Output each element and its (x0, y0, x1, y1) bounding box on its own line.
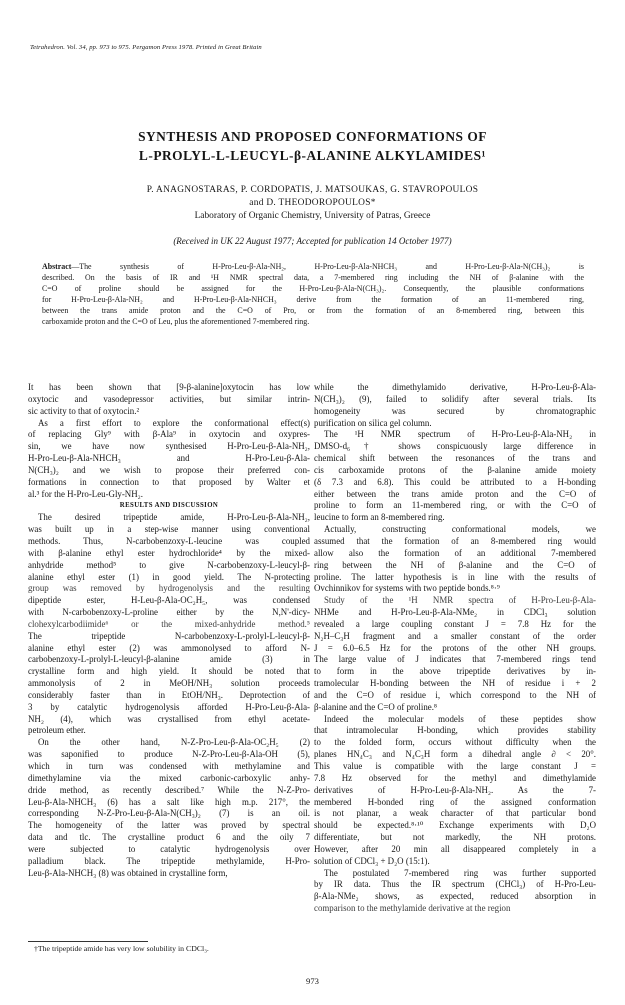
body-text-line: carbobenzoxy-L-prolyl-L-leucyl-β-alanine amide (3) in (28, 654, 310, 665)
body-text-line: which in turn was condensed with methylamine and (28, 761, 310, 771)
body-text-line: data and tlc. The crystalline product 6 and the oily 7 (28, 832, 310, 843)
body-text-line: revealed a large coupling constant J = 7.8 Hz for the (314, 618, 596, 629)
body-text-line: membered H-bonded ring of the assigned conformation (314, 796, 596, 807)
abstract-line: C=O of proline should be assigned for the H-Pro-Leu-β-Ala-N(CH₃)₂. Consequently, the plausible conformations (42, 284, 584, 294)
body-text-line: The homogeneity of the latter was proved by spectral (28, 820, 310, 831)
journal-citation: Tetrahedron. Vol. 34, pp. 973 to 975. Pergamon Press 1978. Printed in Great Britain (30, 44, 262, 51)
body-text-line: cis carboxamide protons of the β-alanine amide moiety (314, 464, 596, 475)
received-dates: (Received in UK 22 August 1977; Accepted for publication 14 October 1977) (173, 236, 452, 246)
body-text-line: dimethylamine via the mixed carbonic-carboxylic anhy- (28, 772, 310, 783)
body-text-line: 3 by catalytic hydrogenolysis afforded H-Pro-Leu-β-Ala- (28, 701, 310, 712)
body-text-line: (δ 7.3 and 6.8). This could be attributed to a H-bonding (314, 476, 596, 487)
body-text-line: As a first effort to explore the conformational effect(s) (38, 417, 310, 428)
body-text-line: to form in the above tripeptide derivatives by in- (314, 666, 596, 677)
body-text-line: Indeed the molecular models of these peptides show (324, 713, 596, 724)
abstract-text: —The synthesis of H-Pro-Leu-β-Ala-NH₂, H-Pro-Leu-β-Ala-NHCH₃ and H-Pro-Leu-β-Ala-N(CH₃)₂ is (71, 262, 584, 271)
body-text-line: was built up in a step-wise manner using conventional (28, 524, 310, 535)
body-text-line: chemical shift between the resonances of the trans and (314, 453, 596, 464)
body-text-line: of replacing Gly⁹ with β-Ala⁹ in oxytocin and oxypres- (28, 429, 310, 440)
abstract-line: described. On the basis of IR and ¹H NMR spectral data, a 7-membered ring including the NH of β-alanine with the (42, 273, 584, 283)
body-text-line: oxytocic and vasodepressor activities, but similar intrin- (28, 393, 310, 404)
body-text-line: N(CH₃)₂ (9), failed to solidify after several trials. Its (314, 393, 596, 404)
body-text-line: group was removed by hydrogenolysis and the resulting (28, 583, 310, 594)
body-text-line: comparison to the methylamide derivative at the region (314, 903, 511, 914)
body-text-line: solution of CDCl₃ + D₂O (15:1). (314, 855, 430, 866)
body-text-line: Ovchinnikov for systems with two peptide bonds.⁸·⁹ (314, 583, 500, 594)
body-text-line: dride method, as recently described.⁷ While the N-Z-Pro- (28, 784, 310, 795)
body-text-line: crystalline form and high yield. It should be noted that (28, 666, 310, 677)
body-text-line: clohexylcarbodiimide⁶ or the mixed-anhydride method.⁵ (28, 618, 310, 629)
abstract-line: between the trans amide proton and the C=O of Pro, or from the formation of an 8-membered ring, between this (42, 306, 584, 316)
abstract (42, 261, 584, 328)
body-text-line: derivatives of H-Pro-Leu-β-Ala-NH₂. As the 7- (314, 784, 596, 795)
body-text-line: NH₂ (4), which was crystallised from ethyl acetate- (28, 713, 310, 724)
body-text-line: The postulated 7-membered ring was further supported (324, 867, 596, 878)
body-text-line: is not planar, a weak character of that particular bond (314, 808, 596, 819)
body-text-line: either between the trans amide proton and the C=O of (314, 488, 596, 499)
left-column (28, 382, 310, 879)
body-text-line: N(CH₃)₂ and we wish to propose their preferred con- (28, 464, 310, 475)
body-text-line: that intramolecular H-bonding, which provides stability (314, 725, 596, 736)
body-text-line: considerably faster than in EtOH/NH₃. Deprotection of (28, 689, 310, 700)
body-text-line: alanine ethyl ester (2) was ammonolysed to afford N- (28, 642, 310, 653)
body-text-line: Study of the ¹H NMR spectra of H-Pro-Leu-β-Ala- (324, 595, 596, 606)
article-title-line-1: SYNTHESIS AND PROPOSED CONFORMATIONS OF (138, 129, 487, 144)
body-text-line: This value is compatible with the large constant J = (314, 761, 596, 771)
body-text-line: ammonolysis of 2 in MeOH/NH₃ solution proceeds (28, 678, 310, 689)
body-text-line: anhydride method⁵ to give N-carbobenzoxy-L-leucyl-β- (28, 559, 310, 570)
body-text-line: sin, we have now synthesised H-Pro-Leu-β-Ala-NH₂, (28, 441, 310, 452)
abstract-label: Abstract (42, 262, 72, 271)
affiliation: Laboratory of Organic Chemistry, University of Patras, Greece (194, 211, 431, 221)
body-text-line: palladium black. The tripeptide methylamide, H-Pro- (28, 855, 310, 866)
body-text-line: formations in connection to that proposed by Walter et (28, 476, 310, 487)
footnote-divider (28, 941, 148, 942)
body-text-line: N₂H–C₃H fragment and a smaller constant of the order (314, 630, 596, 641)
body-text-line: However, after 20 min all disappeared completely in a (314, 843, 596, 854)
page-number: 973 (306, 976, 319, 986)
body-text-line: methods. Thus, N-carbobenzoxy-L-leucine was coupled (28, 535, 310, 546)
body-text-line: while the dimethylamido derivative, H-Pro-Leu-β-Ala- (314, 382, 596, 392)
authors-line-1: P. ANAGNOSTARAS, P. CORDOPATIS, J. MATSOUKAS, G. STAVROPOULOS (146, 185, 479, 195)
body-text-line: The desired tripeptide amide, H-Pro-Leu-β-Ala-NH₂, (38, 512, 310, 523)
body-text-line: dipeptide ester, H-Leu-β-Ala-OC₂H₅, was condensed (28, 595, 310, 606)
body-text-line: homogeneity was secured by chromatographic (314, 405, 596, 416)
body-text-line: The tripeptide N-carbobenzoxy-L-prolyl-L-leucyl-β- (28, 630, 310, 641)
body-text-line: corresponding N-Z-Pro-Leu-β-Ala-N(CH₃)₂ (7) is an oil. (28, 808, 310, 819)
body-text-line: The large value of J indicates that 7-membered rings tend (314, 654, 596, 665)
body-text-line: was saponified to produce N-Z-Pro-Leu-β-Ala-OH (5), (28, 749, 310, 760)
body-text-line: J = 6.0–6.5 Hz for the protons of the other NH groups. (314, 642, 596, 653)
body-text-line: leucine to form an 8-membered ring. (314, 512, 445, 523)
section-heading: RESULTS AND DISCUSSION (119, 502, 219, 510)
body-text-line: were subjected to catalytic hydrogenolysis over (28, 843, 310, 854)
authors-line-2: and D. THEODOROPOULOS* (249, 198, 376, 208)
body-text-line: tramolecular H-bonding between the NH of residue i + 2 (314, 678, 596, 689)
body-text-line: 7.8 Hz observed for the methyl and dimethylamide (314, 772, 596, 783)
body-text-line: H-Pro-Leu-β-Ala-NHCH₃ and H-Pro-Leu-β-Ala- (28, 453, 310, 464)
body-text-line: Leu-β-Ala-NHCH₃ (6) has a salt like high m.p. 217°, the (28, 796, 310, 807)
body-text-line: proline to form an 11-membered ring, or with the C=O of (314, 500, 596, 511)
body-text-line: should be expected.⁸·¹⁰ Exchange experiments with D₂O (314, 820, 596, 831)
body-text-line: Leu-β-Ala-NHCH₃ (8) was obtained in crystalline form, (28, 867, 228, 878)
body-text-line: DMSO-d₆† shows conspicuously large difference in (314, 441, 596, 452)
body-text-line: proline. The latter hypothesis is in line with the results of (314, 571, 596, 582)
body-text-line: β-alanine and the C=O of proline.⁸ (314, 701, 438, 712)
body-text-line: sic activity to that of oxytocin.² (28, 405, 140, 416)
body-text-line: On the other hand, N-Z-Pro-Leu-β-Ala-OC₂H₅ (2) (38, 737, 310, 748)
body-text-line: It has been shown that [9-β-alanine]oxytocin has low (28, 382, 310, 392)
body-text-line: The ¹H NMR spectrum of H-Pro-Leu-β-Ala-NH₂ in (324, 429, 596, 440)
body-text-line: with β-alanine ethyl ester hydrochloride⁴ by the mixed- (28, 547, 310, 558)
body-text-line: to the folded form, occurs without difficulty when the (314, 737, 596, 748)
abstract-line: carboxamide proton and the C=O of Leu, plus the aforementioned 7-membered ring. (42, 317, 310, 327)
body-text-line: by IR data. Thus the IR spectrum (CHCl₃) of H-Pro-Leu- (314, 879, 596, 890)
body-text-line: petroleum ether. (28, 725, 86, 736)
body-text-line: with N-carbobenzoxy-L-proline either by the N,N'-dicy- (28, 607, 310, 618)
body-text-line: purification on silica gel column. (314, 417, 432, 428)
body-text-line: differentiate, but not markedly, the NH protons. (314, 832, 596, 843)
body-text-line: Actually, constructing conformational models, we (324, 524, 596, 535)
body-text-line: al.³ for the H-Pro-Leu-Gly-NH₂. (28, 488, 143, 499)
body-text-line: allow also the formation of an additional 7-membered (314, 547, 596, 558)
body-text-line: NHMe and H-Pro-Leu-β-Ala-NMe₂ in CDCl₃ solution (314, 607, 596, 618)
article-title-line-2: L-PROLYL-L-LEUCYL-β-ALANINE ALKYLAMIDES¹ (138, 148, 487, 163)
footnote: †The tripeptide amide has very low solubility in CDCl₃. (34, 944, 209, 953)
right-column (314, 382, 596, 915)
body-text-line: and the C=O of residue i, which correspond to the NH of (314, 689, 596, 700)
body-text-line: planes HN₄C₃ and N₄C₃H form a dihedral angle ∂ < 20°. (314, 749, 596, 760)
body-text-line: ring between the NH of β-alanine and the C=O of (314, 559, 596, 570)
body-text-line: assumed that the formation of an 8-membered ring would (314, 535, 596, 546)
abstract-line: for H-Pro-Leu-β-Ala-NH₂ and H-Pro-Leu-β-Ala-NHCH₃ derive from the formation of an 11-membered ring, (42, 295, 584, 305)
abstract-line (42, 261, 584, 272)
body-text-line: alanine ethyl ester (1) in good yield. The N-protecting (28, 571, 310, 582)
body-text-line: β-Ala-NMe₂ shows, as expected, reduced absorption in (314, 891, 596, 902)
